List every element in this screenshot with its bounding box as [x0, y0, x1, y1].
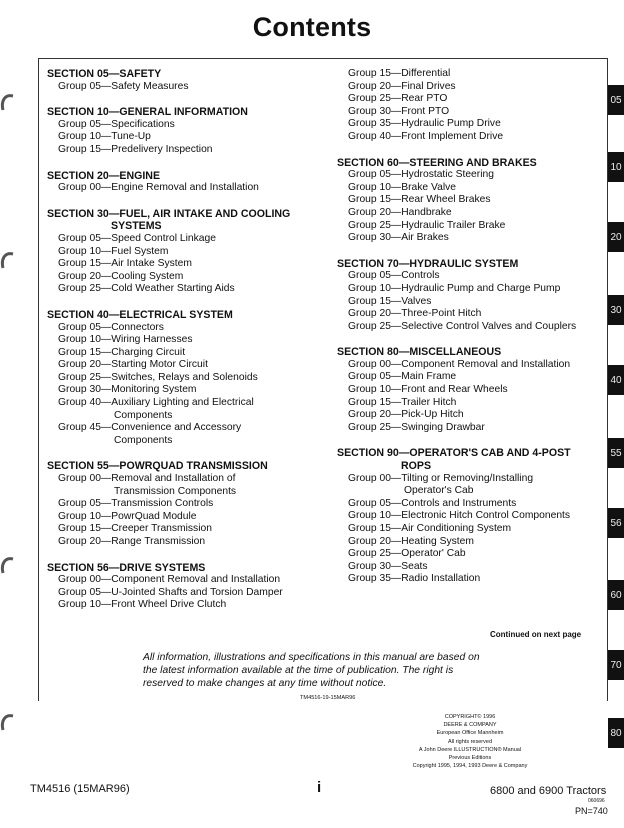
group-entry: Group 20—Starting Motor Circuit — [58, 359, 208, 371]
footer-code: 060696 — [588, 798, 605, 804]
section-heading-text: SECTION 90—OPERATOR'S CAB AND 4-POST — [337, 447, 571, 460]
footer-pn: PN=740 — [575, 806, 608, 816]
notice-line: All information, illustrations and specifications in this manual are based on — [143, 652, 480, 663]
contents-left-column — [47, 68, 337, 612]
group-entry-continuation: Transmission Components — [114, 485, 237, 497]
section-heading — [337, 346, 597, 359]
contents-right-column — [337, 68, 597, 586]
group-entry: Group 25—Hydraulic Trailer Brake — [348, 219, 506, 231]
section-block — [337, 346, 597, 434]
group-entry: Group 05—Safety Measures — [58, 80, 189, 92]
copyright-line: European Office Mannheim — [436, 730, 504, 737]
group-entry: Group 25—Swinging Drawbar — [348, 421, 485, 433]
group-entry: Group 05—Transmission Controls — [58, 498, 214, 510]
group-entry: Group 30—Monitoring System — [58, 384, 197, 396]
group-entry: Group 30—Front PTO — [348, 105, 450, 117]
continued-group-list — [337, 68, 597, 144]
group-entry: Group 25—Switches, Relays and Solenoids — [58, 371, 258, 383]
copyright-line: COPYRIGHT© 1996 — [444, 714, 496, 720]
notice-line: reserved to make changes at any time without notice. — [143, 678, 387, 689]
group-entry: Group 15—Air Conditioning System — [348, 523, 512, 534]
section-heading — [47, 309, 337, 322]
group-entry: Group 25—Operator' Cab — [348, 548, 466, 560]
document-code: TM4516-19-15MAR96 — [300, 695, 356, 701]
group-entry: Group 35—Radio Installation — [348, 573, 481, 585]
section-heading — [47, 460, 337, 473]
section-heading-text: SECTION 20—ENGINE — [47, 169, 161, 182]
group-entry: Group 00—Component Removal and Installation — [348, 358, 571, 370]
page-title: Contents — [252, 12, 372, 42]
copyright-line: All rights reserved — [447, 738, 493, 745]
section-heading-continuation: SYSTEMS — [111, 220, 162, 233]
section-block — [47, 170, 337, 195]
section-heading-text: SECTION 05—SAFETY — [47, 68, 162, 80]
group-entry: Group 00—Tilting or Removing/Installing — [348, 472, 534, 484]
section-block — [47, 562, 337, 612]
section-heading-text: SECTION 70—HYDRAULIC SYSTEM — [337, 257, 519, 270]
binder-hole-icon — [0, 250, 14, 272]
group-entry: Group 25—Rear PTO — [348, 93, 448, 105]
section-tab: 56 — [608, 508, 624, 538]
section-heading-text: SECTION 80—MISCELLANEOUS — [337, 346, 502, 359]
section-heading-text: SECTION 55—POWRQUAD TRANSMISSION — [47, 460, 268, 473]
group-entry-continuation: Operator's Cab — [404, 485, 474, 497]
group-entry: Group 15—Rear Wheel Brakes — [348, 194, 491, 206]
group-entry: Group 30—Air Brakes — [348, 232, 449, 244]
section-tab: 10 — [608, 152, 624, 182]
group-entry: Group 05—U-Jointed Shafts and Torsion Damper — [58, 586, 283, 598]
footer-manual-id: TM4516 (15MAR96) — [30, 783, 130, 795]
group-entry: Group 40—Auxiliary Lighting and Electrical — [58, 397, 254, 409]
section-heading — [337, 157, 597, 170]
group-entry: Group 10—Fuel System — [58, 245, 169, 257]
copyright-block — [390, 713, 550, 770]
footer-page-number: i — [317, 779, 322, 796]
section-heading-text: SECTION 10—GENERAL INFORMATION — [47, 106, 248, 119]
group-entry: Group 05—Controls — [348, 270, 440, 282]
section-tab: 40 — [608, 365, 624, 395]
section-heading — [47, 106, 337, 119]
notice-line: the latest information available at the time of publication. The right is — [143, 665, 454, 676]
copyright-line: A John Deere ILLUSTRUCTION® Manual — [418, 746, 522, 753]
group-entry: Group 10—Wiring Harnesses — [58, 334, 193, 346]
section-heading-text: SECTION 30—FUEL, AIR INTAKE AND COOLING — [47, 207, 291, 220]
group-entry-continuation: Components — [114, 409, 173, 421]
binder-hole-icon — [0, 92, 14, 114]
section-heading — [47, 562, 337, 575]
group-entry: Group 10—Front and Rear Wheels — [348, 384, 508, 396]
section-block — [337, 258, 597, 334]
binder-hole-icon — [0, 712, 14, 734]
section-tab: 05 — [608, 85, 624, 115]
group-entry: Group 20—Range Transmission — [58, 536, 206, 547]
group-entry: Group 20—Heating System — [348, 535, 474, 547]
section-heading — [337, 447, 597, 472]
section-block — [337, 157, 597, 245]
group-entry: Group 05—Hydrostatic Steering — [348, 169, 494, 181]
section-heading — [47, 68, 337, 81]
section-heading-continuation: ROPS — [401, 460, 432, 473]
section-heading — [337, 258, 597, 271]
group-entry: Group 20—Three-Point Hitch — [348, 308, 482, 320]
section-heading-text: SECTION 40—ELECTRICAL SYSTEM — [47, 308, 233, 321]
group-entry: Group 10—Hydraulic Pump and Charge Pump — [348, 282, 561, 294]
group-entry: Group 45—Convenience and Accessory — [58, 422, 242, 434]
group-entry: Group 20—Cooling System — [58, 270, 184, 282]
copyright-line: Copyright 1995, 1994, 1993 Deere & Company — [412, 763, 528, 770]
section-block — [47, 309, 337, 448]
group-entry: Group 10—Brake Valve — [348, 181, 456, 193]
continued-note: Continued on next page — [490, 630, 582, 639]
section-tab: 20 — [608, 222, 624, 252]
section-tab: 30 — [608, 295, 624, 325]
group-entry: Group 15—Valves — [348, 295, 432, 307]
section-block — [47, 68, 337, 93]
section-heading — [47, 208, 337, 233]
binder-hole-icon — [0, 555, 14, 577]
copyright-line: DEERE & COMPANY — [443, 722, 497, 729]
group-entry: Group 15—Differential — [348, 68, 451, 79]
section-tabs — [606, 0, 624, 828]
group-entry: Group 35—Hydraulic Pump Drive — [348, 118, 501, 130]
group-entry: Group 10—Electronic Hitch Control Components — [348, 510, 571, 522]
group-entry: Group 05—Connectors — [58, 321, 164, 333]
section-heading-text: SECTION 56—DRIVE SYSTEMS — [47, 561, 206, 574]
footer-model: 6800 and 6900 Tractors — [490, 785, 607, 797]
group-entry: Group 15—Charging Circuit — [58, 346, 186, 358]
group-entry: Group 10—Front Wheel Drive Clutch — [58, 599, 227, 611]
section-heading-text: SECTION 60—STEERING AND BRAKES — [337, 156, 537, 169]
group-entry: Group 20—Final Drives — [348, 80, 456, 92]
group-entry: Group 15—Air Intake System — [58, 258, 192, 270]
section-tab: 60 — [608, 580, 624, 610]
group-entry-continuation: Components — [114, 434, 173, 446]
group-entry: Group 00—Removal and Installation of — [58, 473, 236, 485]
section-tab: 55 — [608, 438, 624, 468]
group-entry: Group 25—Cold Weather Starting Aids — [58, 283, 235, 295]
section-tab: 80 — [608, 718, 624, 748]
group-entry: Group 15—Predelivery Inspection — [58, 143, 213, 155]
section-block — [337, 447, 597, 586]
group-entry: Group 15—Creeper Transmission — [58, 523, 212, 535]
copyright-line: Previous Editions — [448, 755, 492, 762]
section-block — [47, 106, 337, 156]
group-entry: Group 10—Tune-Up — [58, 131, 151, 143]
section-tab: 70 — [608, 650, 624, 680]
section-heading — [47, 170, 337, 183]
group-entry: Group 05—Specifications — [58, 118, 175, 130]
group-entry: Group 40—Front Implement Drive — [348, 130, 504, 142]
group-entry: Group 00—Component Removal and Installation — [58, 574, 281, 586]
group-entry: Group 05—Controls and Instruments — [348, 497, 517, 509]
group-entry: Group 05—Main Frame — [348, 371, 457, 383]
group-entry: Group 20—Pick-Up Hitch — [348, 409, 464, 421]
group-entry: Group 15—Trailer Hitch — [348, 396, 457, 408]
group-entry: Group 00—Engine Removal and Installation — [58, 182, 259, 194]
section-block — [47, 208, 337, 296]
section-block — [47, 460, 337, 548]
publication-notice — [143, 651, 523, 690]
group-entry: Group 05—Speed Control Linkage — [58, 232, 216, 244]
group-entry: Group 10—PowrQuad Module — [58, 510, 197, 522]
group-entry: Group 25—Selective Control Valves and Couplers — [348, 320, 577, 332]
group-entry: Group 20—Handbrake — [348, 206, 452, 218]
group-entry: Group 30—Seats — [348, 560, 428, 572]
